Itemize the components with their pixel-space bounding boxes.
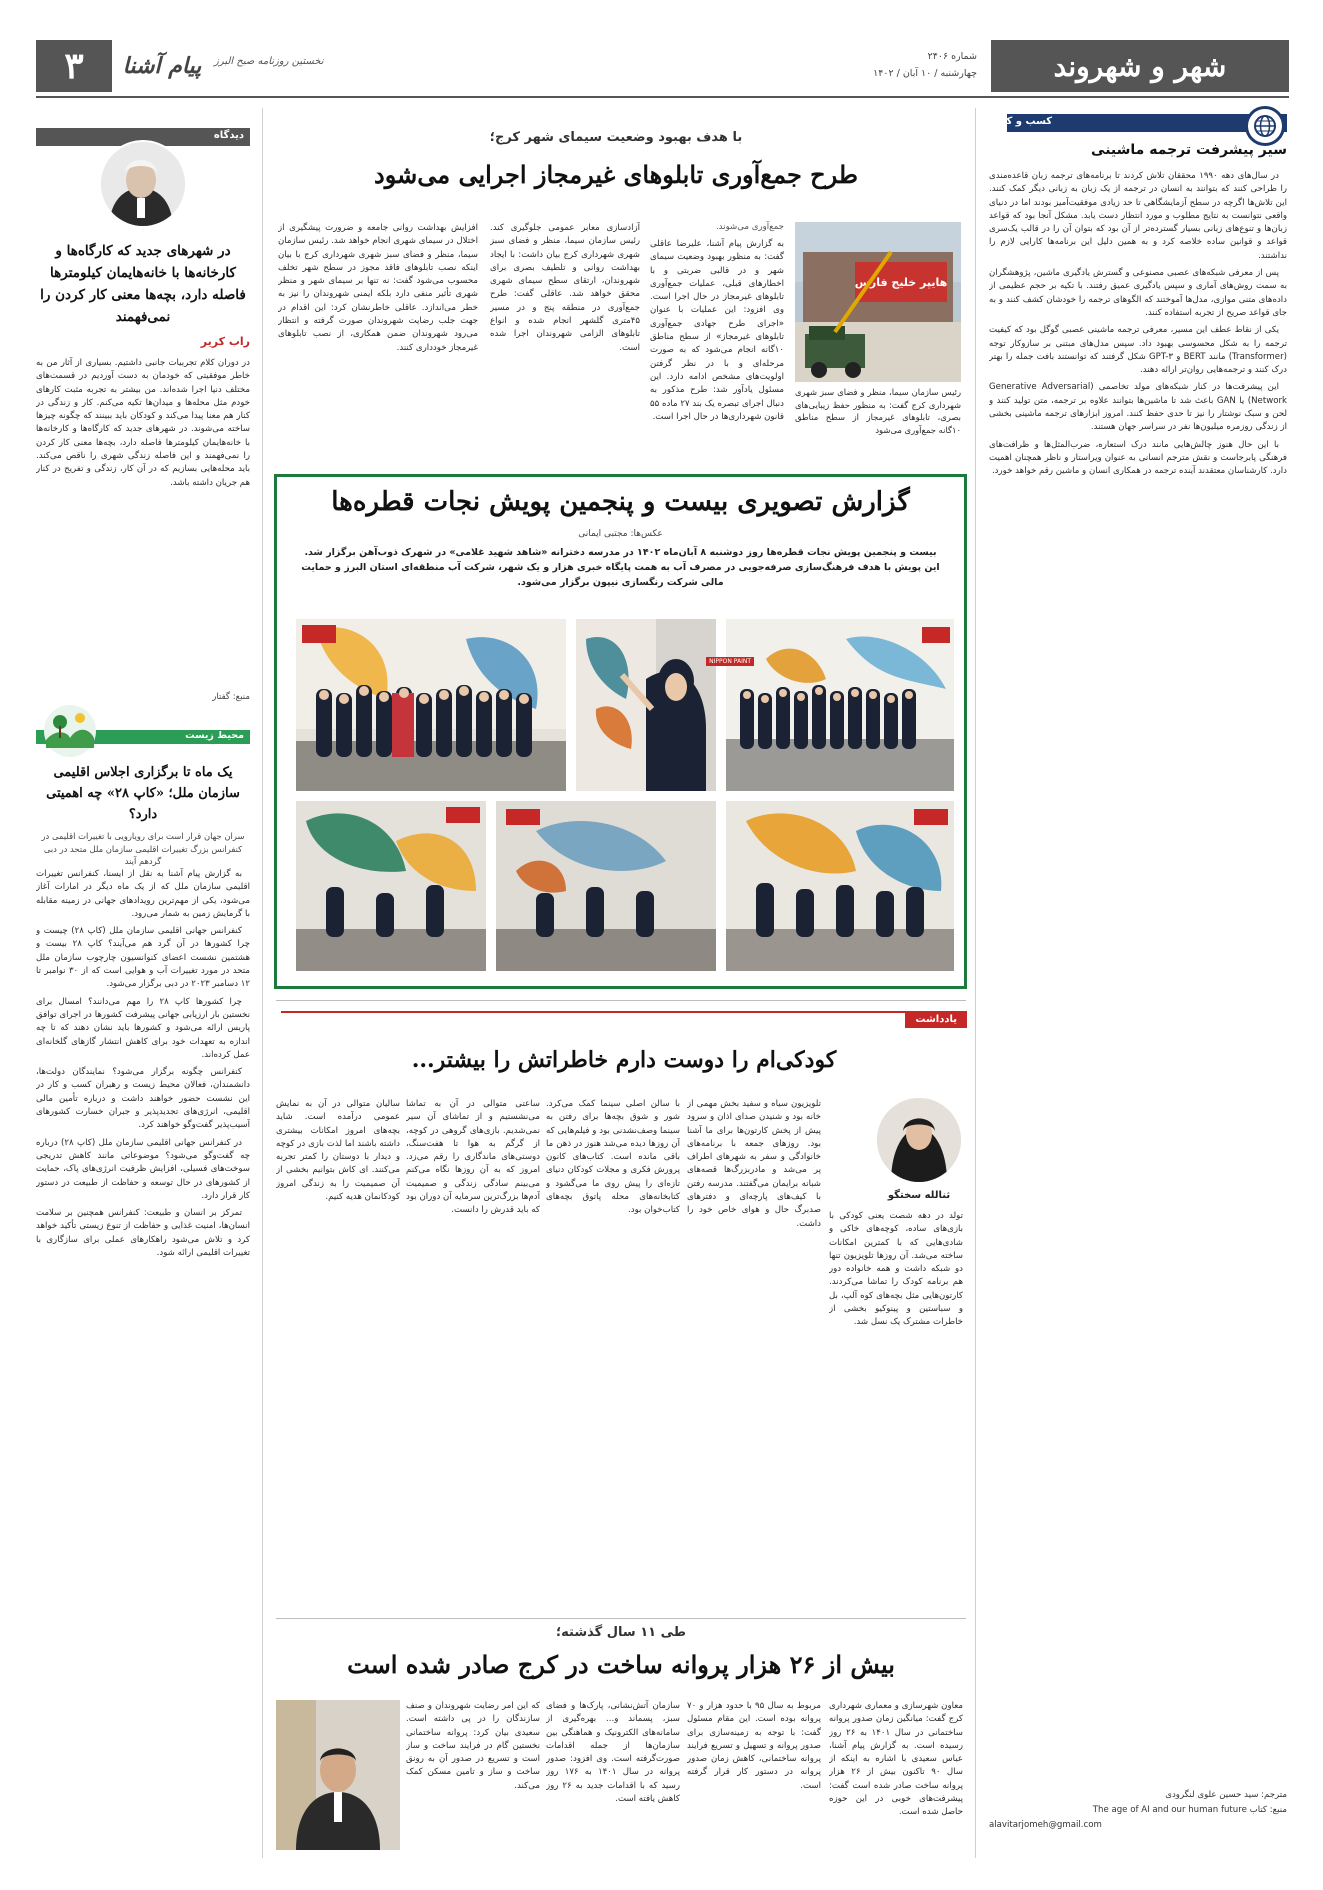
section-title: شهر و شهروند: [991, 40, 1289, 92]
note-column: تولد در دهه شصت یعنی کودکی با بازی‌های ساده، کوچه‌های خاکی و شادی‌هایی که با کمترین امکانات ساخته می‌شد. آن روزها تلویزیون تنها دو شبکه داشت و همه خانواده دور هم برنامه کودک را تماشا می‌کردند. کارتون‌هایی مثل بچه‌های کوه آلپ، بل و سباستین و پینوکیو بخشی از خاطرات مشترک یک نسل شد.: [829, 1211, 963, 1328]
paragraph: تمرکز بر انسان و طبیعت: کنفرانس همچنین بر سلامت انسان‌ها، امنیت غذایی و حفاظت از تنوع زیستی تأکید خواهد کرد و تلاش می‌شود راهکارهای عملی برای سازگاری با تغییرات اقلیمی ارائه شود.: [36, 1208, 250, 1259]
article-column: سازمان آتش‌نشانی، پارک‌ها و فضای سبز، پسماند و... بهره‌گیری از سامانه‌های الکترونیک و هماهنگی بین سازمان‌ها از جمله اقدامات صورت‌گرفته است. وی افزود: صدور پروانه در سال ۱۴۰۱ به ۱۷۶ روز رسید که با اقدامات جدید به ۲۶ روز کاهش یافته است.: [546, 1701, 680, 1805]
article-column: آزادسازی معابر عمومی جلوگیری کند. رئیس سازمان سیما، منظر و فضای سبز شهری شهرداری کرج بیان داشت: با ایجاد بهداشت روانی و تلطیف بصری برای شهروندان، ارتقای سطح سیمای شهری محقق خواهد شد. عاقلی گفت: طرح جمع‌آوری در منطقه پنج و در مسیر ۴۵متری گلشهر انجام شده و انواع تابلوهای الزامی شهروندان اجرا شده است.: [490, 223, 640, 353]
newspaper-logo: پیام آشنا: [122, 53, 202, 79]
note-column: سالیان متوالی در آن به نمایش عمومی درآمده است. شاید بچه‌های امروز امکانات بیشتری داشته باشند اما لذت بازی در کوچه و دیدار با دوستان را کمتر تجربه می‌کنند. ای کاش بتوانیم بخشی از آن صمیمیت را به زندگی امروز کودکانمان هدیه کنیم.: [276, 1099, 400, 1203]
author-email[interactable]: alavitarjomeh@gmail.com: [989, 1820, 1102, 1830]
paragraph: کنفرانس چگونه برگزار می‌شود؟ نمایندگان دولت‌ها، دانشمندان، فعالان محیط زیست و رهبران کسب و کار در این نشست حضور خواهند داشت و درباره تأمین مالی اقلیمی، انرژی‌های تجدیدپذیر و جبران خسارت کشورهای آسیب‌پذیر گفت‌وگو خواهند کرد.: [36, 1067, 250, 1131]
section-divider: [276, 1618, 966, 1619]
masthead: [36, 40, 1289, 92]
section-divider: [276, 1000, 966, 1001]
translator-credit: مترجم: سید حسین علوی لنگرودی: [1165, 1790, 1287, 1800]
article-kicker: با هدف بهبود وضعیت سیمای شهر کرج؛: [489, 130, 743, 145]
environment-badge: محیط زیست: [185, 730, 244, 741]
note-headline: کودکی‌ام را دوست دارم خاطراتش را بیشتر...: [411, 1047, 837, 1073]
paragraph: یکی از نقاط عطف این مسیر، معرفی ترجمه ماشینی عصبی گوگل بود که کیفیت ترجمه را به شکل محسوسی بهبود داد. سپس مدل‌های مبتنی بر سازوکار توجه (Transformer) مانند BERT و GPT-۳ شکل گرفتند که توانستند بافت جمله را بهتر درک کنند و ترجمه‌هایی روان‌تر ارائه دهند.: [989, 325, 1287, 376]
official-photo: [276, 1700, 400, 1850]
viewpoint-body: در دوران کلام تجربیات جانبی داشتیم. بسیاری از آثار من به خاطر موفقیتی که خودمان به دست آوردیم در قسمت‌های مختلف دنیا اجرا شده‌اند. من بیشتر به تجربه مثبت کارهای خودم مثل محله‌ها و میدان‌ها تکیه می‌کنم. کار و زندگی در کنار هم معنا پیدا می‌کند و کودکان باید ببینند که چگونه چیزها ساخته می‌شوند. در شهرهای جدید که کارگاه‌ها و کارخانه‌ها با خانه‌هایمان کیلومترها فاصله دارد، بچه‌ها معنی کار کردن را نمی‌فهمند و این فاصله زندگی شهری را ناقص می‌کند. باید محله‌هایی بسازیم که در آن کار، زندگی و تفریح در کنار هم جریان داشته باشد.: [36, 358, 250, 488]
environment-body: [36, 868, 250, 1850]
article-column: مربوط به سال ۹۵ با حدود هزار و ۷۰ پروانه بوده است. این مقام مسئول گفت: با توجه به زمینه‌سازی برای صدور پروانه و تسهیل و تسریع فرایند پروانه ساختمانی، کاهش زمان صدور پروانه در دستور کار قرار گرفته است.: [687, 1701, 821, 1791]
note-column: با سالن اصلی سینما کمک می‌کرد. شور و شوق بچه‌ها برای رفتن به سینما وصف‌نشدنی بود و فیلم‌هایی که آن روزها دیده می‌شد هنوز در ذهن ما باقی مانده است. کتاب‌های کانون پرورش فکری و مجلات کودکان دنیای تازه‌ای را پیش روی ما می‌گشود و کتابخانه‌های محله پاتوق بچه‌های کتاب‌خوان بود.: [546, 1099, 680, 1216]
landscape-icon: [40, 704, 100, 758]
business-badge: [989, 106, 1287, 136]
article-headline: طرح جمع‌آوری تابلوهای غیرمجاز اجرایی می‌شود: [374, 160, 858, 189]
article-column: معاون شهرسازی و معماری شهرداری کرج گفت: میانگین زمان صدور پروانه ساختمانی در سال ۱۴۰۱ به ۲۶ روز رسیده است. به گزارش پیام آشنا، عباس سعیدی با اشاره به اینکه از سال ۹۰ تاکنون بیش از ۲۶ هزار پروانه ساخت صادر شده است گفت: پیشرفت‌های خوبی در این حوزه حاصل شده است.: [829, 1701, 963, 1818]
masthead-rule: [36, 96, 1289, 98]
issue-number: شماره ۲۴۰۶: [927, 51, 977, 62]
paragraph: با این حال هنوز چالش‌هایی مانند درک استعاره، ضرب‌المثل‌ها و ظرافت‌های فرهنگی پابرجاست و نقش مترجم انسانی به عنوان ویراستار و ناظر همچنان اهمیت دارد. کارشناسان معتقدند آینده ترجمه در همکاری انسان و ماشین رقم خواهد خورد.: [989, 439, 1287, 477]
viewpoint-badge: دیدگاه: [213, 130, 244, 141]
paragraph: چرا کشورها کاپ ۲۸ را مهم می‌دانند؟ امسال برای نخستین بار ارزیابی جهانی پیشرفت کشورها در اجرای توافق پاریس ارائه می‌شود و کشورها باید نشان دهند که تا چه اندازه به تعهدات خود برای کاهش انتشار گازهای گلخانه‌ای عمل کرده‌اند.: [36, 996, 250, 1060]
author-photo: [877, 1098, 961, 1182]
photo-report-lead: بیست و پنجمین پویش نجات قطره‌ها روز دوشنبه ۸ آبان‌ماه ۱۴۰۲ در مدرسه دخترانه «شاهد شهید غلامی» در شهرک ذوب‌آهن برگزار شد. این پویش با هدف فرهنگ‌سازی صرفه‌جویی در مصرف آب به همت پایگاه خبری هزار و یک شهر، شرکت آب منطقه‌ای استان البرز و حمایت مالی شرکت رنگسازی نیپون برگزار می‌شود.: [301, 547, 940, 588]
note-badge: [281, 1011, 967, 1033]
viewpoint-header: [36, 124, 250, 236]
article-kicker: طی ۱۱ سال گذشته؛: [555, 1625, 687, 1640]
note-column: تلویزیون سیاه و سفید بخش مهمی از خانه بود و شنیدن صدای اذان و سرود پیش از پخش کارتون‌ها برای ما آشنا بود. روزهای جمعه با برنامه‌های خانوادگی و سفر به شهرهای اطراف پر می‌شد و مادربزرگ‌ها قصه‌های شبانه برایمان می‌گفتند. مدرسه رفتن با کیف‌های پارچه‌ای و دفترهای صدبرگ حال و هوای خاص خود را داشت.: [687, 1099, 821, 1229]
sponsor-logo: NIPPON PAINT: [706, 657, 754, 666]
report-photo: [296, 619, 566, 791]
article-lead-in: جمع‌آوری می‌شوند.: [715, 222, 784, 232]
column-divider: [262, 108, 263, 1858]
environment-header: [36, 704, 250, 758]
photo-credit: عکس‌ها: مجتبی ایمانی: [578, 529, 663, 539]
environment-subtitle: سران جهان قرار است برای رویارویی با تغییرات اقلیمی در کنفرانس بزرگ تغییرات اقلیمی سازمان ملل متحد در دبی گردهم آیند: [41, 831, 245, 866]
viewpoint-headline: در شهرهای جدید که کارگاه‌ها و کارخانه‌ها با خانه‌هایمان کیلومترها فاصله دارد، بچه‌ها معنی کار کردن را نمی‌فهمند: [40, 243, 246, 325]
note-column: ساعتی متوالی در آن به تماشا می‌نشستیم و از تماشای آن سیر نمی‌شدیم. بازی‌های گروهی در کوچه، از گرگم به هوا تا هفت‌سنگ، دوستی‌های ماندگاری را رقم می‌زد. امروز که به آن روزها نگاه می‌کنم می‌بینم سادگی زندگی و صمیمیت آدم‌ها بزرگ‌ترین سرمایه آن دوران بود که باید قدرش را دانست.: [406, 1099, 540, 1216]
paragraph: در سال‌های دهه ۱۹۹۰ محققان تلاش کردند تا برنامه‌های ترجمه زبان قاعده‌مندی را طراحی کنند که بتوانند به انسان در ترجمه از یک زبان به زبانی دیگر کمک کنند. این تلاش‌ها اگرچه در سطح آزمایشگاهی تا حد زیادی موفقیت‌آمیز بودند اما در دنیای واقعی نتوانست به نتایج مطلوب و مورد انتظار دست یابد. مشکل آنجا بود که قواعد زبان‌ها و تنوع‌های زبانی بسیار گسترده‌تر از آن بود که بتوان آن را در قالب یک‌سری قواعد و قوانین ساده خلاصه کرد و به همین دلیل این برنامه‌ها کارایی لازم را نداشتند.: [989, 171, 1287, 261]
paragraph: پس از معرفی شبکه‌های عصبی مصنوعی و گسترش یادگیری ماشین، پژوهشگران به سمت روش‌های آماری و سپس یادگیری عمیق رفتند. با تکیه بر حجم عظیمی از داده‌های متنی موازی، مدل‌ها آموختند که الگوهای ترجمه را خودشان کشف کنند و به جای قواعد صریح از تجربه استفاده کنند.: [989, 268, 1287, 318]
business-body: [989, 170, 1287, 1788]
report-photo: [296, 801, 486, 971]
business-headline: سیر پیشرفت ترجمه ماشینی: [1091, 142, 1287, 158]
report-photo: [726, 801, 954, 971]
billboard-photo: [795, 222, 961, 382]
newspaper-tagline: نخستین روزنامه صبح البرز: [214, 56, 324, 67]
issue-date: چهارشنبه / ۱۰ آبان / ۱۴۰۲: [873, 68, 977, 79]
book-source: منبع: کتاب The age of AI and our human future: [1092, 1805, 1287, 1815]
photo-report-title: گزارش تصویری بیست و پنجمین پویش نجات قطره‌ها: [331, 487, 910, 517]
report-photo: [496, 801, 716, 971]
column-divider: [975, 108, 976, 1858]
article-column: افزایش بهداشت روانی جامعه و ضرورت پیشگیری از اختلال در سیمای شهری انجام خواهد شد. رئیس سازمان سیما، منظر و فضای سبز شهری شهرداری کرج با بیان اینکه نصب تابلوهای فاقد مجوز در سطح شهر تخلف محسوب می‌شود گفت: نه تنها بر سیمای شهر و منظر شهری تأثیر منفی دارد بلکه ایمنی شهروندان را نیز به خطر می‌اندازد. عاقلی خاطرنشان کرد: این اقدام در جهت جلب رضایت شهروندان صورت گرفته و انتظار می‌رود شهروندان ضمن همکاری، از نصب تابلوهای غیرمجاز خودداری کنند.: [278, 223, 478, 353]
paragraph: این پیشرفت‌ها در کنار شبکه‌های مولد تخاصمی (Generative Adversarial Network) یا GAN باعث شد تا ماشین‌ها بتوانند علاوه بر ترجمه، متن تولید کنند و لحن و سبک نوشتار را نیز تا حدی حفظ کنند. امروز ابزارهای ترجمه ماشینی بخشی از زندگی روزمره میلیون‌ها نفر در سراسر جهان هستند.: [989, 382, 1287, 433]
photo-caption: رئیس سازمان سیما، منظر و فضای سبز شهری شهرداری کرج گفت: به منظور حفظ زیبایی‌های بصری، تابلوهای غیرمجاز از سطح مناطق ۱۰گانه جمع‌آوری می‌شود: [795, 387, 961, 435]
viewpoint-source: منبع: گفتار: [212, 692, 250, 702]
page-number: ۳: [36, 40, 112, 92]
photo-report-box: [274, 474, 967, 989]
paragraph: کنفرانس جهانی اقلیمی سازمان ملل (کاپ ۲۸) چیست و چرا کشورها در آن گرد هم می‌آیند؟ کاپ ۲۸ بیست و هشتمین نشست اعضای کنوانسیون چارچوب سازمان ملل متحد در مورد تغییرات آب و هوایی است که از ۳۰ نوامبر تا ۱۲ دسامبر ۲۰۲۳ در دبی برگزار می‌شود.: [36, 926, 250, 990]
article-column: به گزارش پیام آشنا، علیرضا عاقلی گفت: به منظور بهبود وضعیت سیمای شهر و در قالبی ضربتی و با اخطارهای قبلی، عملیات جمع‌آوری تابلوهای غیرمجاز در حال اجرا است. وی افزود: این عملیات با عنوان «اجرای طرح جهادی جمع‌آوری تابلوهای غیرمجاز» از سطح مناطق ۱۰گانه انجام می‌شود که به صورت مرحله‌ای و با در نظر گرفتن اولویت‌های مشخص ادامه دارد. این مسئول یادآور شد: طرح مذکور به دنبال اجرای تبصره یک بند ۲۷ ماده ۵۵ قانون شهرداری‌ها در حال اجرا است.: [650, 239, 784, 422]
globe-icon: [1245, 106, 1285, 146]
business-badge-label: کسب و کار: [997, 116, 1053, 127]
environment-headline: یک ماه تا برگزاری اجلاس اقلیمی سازمان ملل؛ «کاپ ۲۸» چه اهمیتی دارد؟: [46, 765, 240, 822]
article-headline: بیش از ۲۶ هزار پروانه ساخت در کرج صادر شده است: [347, 1650, 895, 1679]
report-photo: [576, 619, 716, 791]
author-name: ثنالله سختگو: [887, 1190, 951, 1201]
issue-info: [873, 48, 977, 82]
report-photo: [726, 619, 954, 791]
sign-text: هایپر خلیج فارس: [854, 276, 948, 289]
viewpoint-author: راب کریر: [200, 335, 250, 348]
author-portrait: [99, 140, 187, 228]
paragraph: در کنفرانس جهانی اقلیمی سازمان ملل (کاپ ۲۸) درباره چه گفت‌وگو می‌شود؟ موضوعاتی مانند کاهش تدریجی سوخت‌های فسیلی، افزایش ظرفیت انرژی‌های پاک، حمایت از کشورهای در حال توسعه و حفاظت از طبیعت در دستور کار قرار دارد.: [36, 1137, 250, 1201]
note-badge-label: یادداشت: [905, 1011, 967, 1028]
paragraph: به گزارش پیام آشنا به نقل از ایسنا، کنفرانس تغییرات اقلیمی سازمان ملل که از یک ماه دیگر در امارات آغاز می‌شود، یکی از مهم‌ترین رویدادهای جهانی در زمینه مقابله با گرمایش زمین به شمار می‌رود.: [36, 869, 250, 919]
article-column: که این امر رضایت شهروندان و صنف سازندگان را در پی داشته است. سعیدی بیان کرد: پروانه ساختمانی نخستین گام در فرایند ساخت و ساز است و تسریع در صدور آن به رونق ساخت و ساز و تامین مسکن کمک می‌کند.: [406, 1701, 540, 1791]
